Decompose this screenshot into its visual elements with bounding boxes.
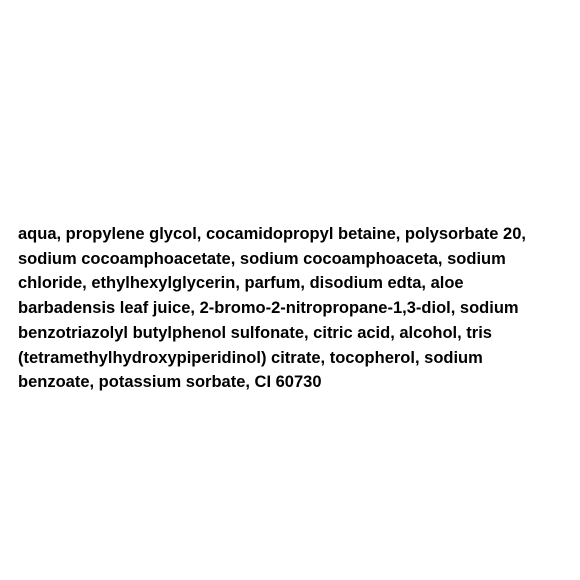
ingredients-line-7: benzoate, potassium sorbate, CI 60730 (18, 373, 322, 392)
ingredients-line-4: barbadensis leaf juice, 2-bromo-2-nitropropane-1,3-diol, sodium (18, 299, 519, 318)
ingredients-text (18, 222, 570, 395)
ingredients-line-5: benzotriazolyl butylphenol sulfonate, citric acid, alcohol, tris (18, 323, 492, 342)
ingredients-line-2: sodium cocoamphoacetate, sodium cocoamphoaceta, sodium (18, 249, 506, 268)
ingredients-line-6: (tetramethylhydroxypiperidinol) citrate, tocopherol, sodium (18, 348, 483, 367)
ingredients-line-1: aqua, propylene glycol, cocamidopropyl betaine, polysorbate 20, (18, 225, 526, 243)
ingredients-line-3: chloride, ethylhexylglycerin, parfum, disodium edta, aloe (18, 274, 464, 293)
